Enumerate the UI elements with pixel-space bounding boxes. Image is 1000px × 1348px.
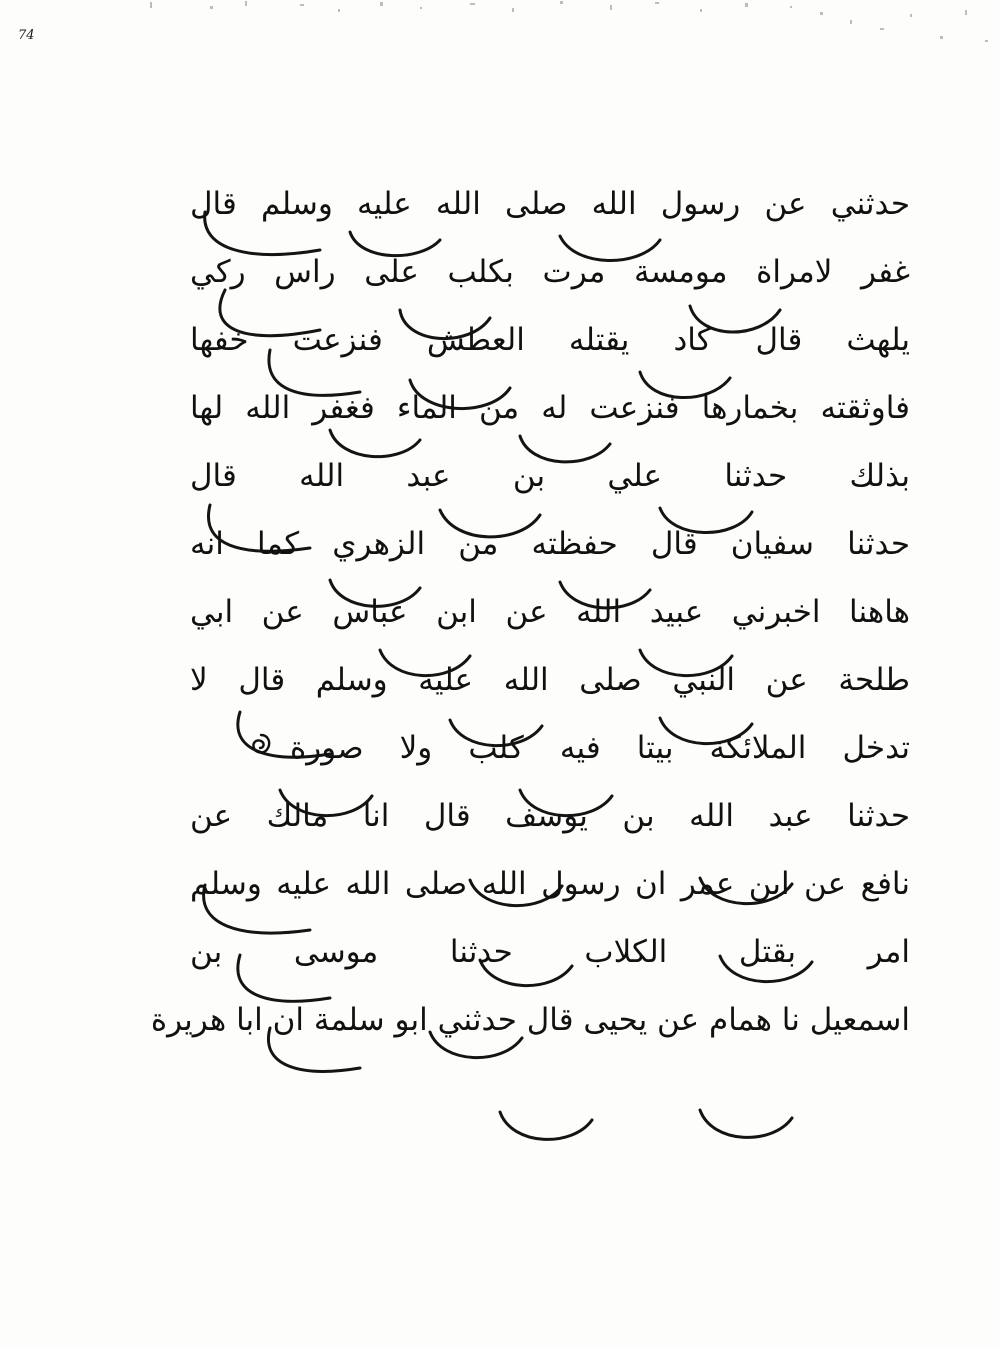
text-line <box>190 170 920 238</box>
text-line-content: حدثنا عبد الله بن يوسف قال انا مالك عن <box>190 798 910 834</box>
text-line-content: اسمعيل نا همام عن يحيى قال حدثني ابو سلمة ان ابا هريرة <box>150 1002 910 1038</box>
text-line-content: هاهنا اخبرني عبيد الله عن ابن عباس عن ابي <box>190 594 910 630</box>
text-line-content: حدثنا سفيان قال حفظته من الزهري كما انه <box>190 526 910 562</box>
text-line <box>190 782 920 850</box>
text-line-content: يلهث قال كاد يقتله العطش فنزعت خفها <box>190 322 910 358</box>
verse-end-ornament-icon <box>248 732 274 758</box>
text-line <box>190 850 920 918</box>
text-line-content: نافع عن ابن عمر ان رسول الله صلى الله عليه وسلم <box>190 866 910 902</box>
text-line <box>190 238 920 306</box>
text-line-content: حدثني عن رسول الله صلى الله عليه وسلم قال <box>190 186 910 222</box>
text-line-content: امر بقتل الكلاب حدثنا موسى بن <box>190 934 910 970</box>
text-line <box>190 714 920 782</box>
text-line-content: بذلك حدثنا علي بن عبد الله قال <box>190 458 910 494</box>
text-line <box>190 510 920 578</box>
text-line <box>190 374 920 442</box>
text-line-content: طلحة عن النبي صلى الله عليه وسلم قال لا <box>190 662 910 698</box>
manuscript-text-block <box>150 170 920 1054</box>
text-line-content: غفر لامراة مومسة مرت بكلب على راس ركي <box>190 254 910 290</box>
text-line <box>150 986 920 1054</box>
text-line-content: تدخل الملائكة بيتا فيه كلب ولا صورة <box>290 730 910 766</box>
scan-edge-noise <box>0 0 1000 60</box>
text-line <box>190 578 920 646</box>
text-line <box>190 646 920 714</box>
text-line <box>190 918 920 986</box>
folio-number: 74 <box>18 28 35 43</box>
text-line <box>190 442 920 510</box>
text-line <box>190 306 920 374</box>
text-line-content: فاوثقته بخمارها فنزعت له من الماء فغفر الله لها <box>190 390 910 426</box>
